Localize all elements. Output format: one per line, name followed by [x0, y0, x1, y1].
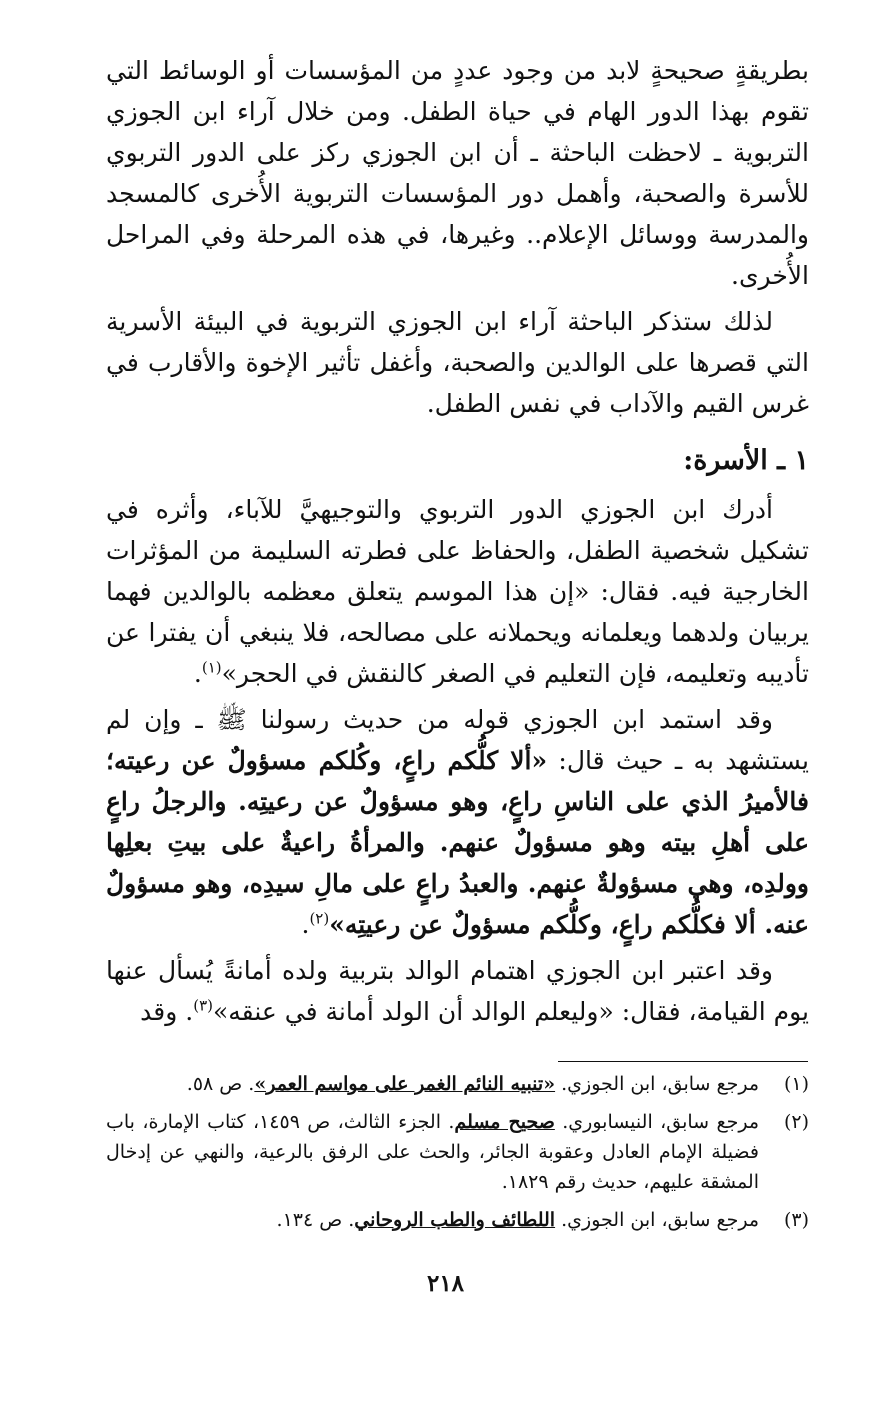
footnote-number: (٢)	[783, 1111, 809, 1133]
paragraph-3-end: .	[193, 659, 202, 688]
paragraph-3-text: أدرك ابن الجوزي الدور التربوي والتوجيهيَّ للآباء، وأثره في تشكيل شخصية الطفل، والحفاظ على فطرته السليمة من المؤثرات الخارجية فيه. فقال: «إن هذا الموسم يتعلق معظمه بالوالدين فهما يربيان ولدهما ويعلمانه ويحملانه على مصالحه، فلا ينبغي أن يفترا عن تأديبه وتعليمه، فإن التعليم في الصغر كالنقش في الحجر»	[106, 495, 809, 688]
hadith-quote: «ألا كلُّكم راعٍ، وكُلكم مسؤولٌ عن رعيته؛ فالأميرُ الذي على الناسِ راعٍ، وهو مسؤولٌ عن رعيتِه. والرجلُ راعٍ على أهلِ بيته وهو مسؤولٌ عنهم. والمرأةُ راعيةٌ على بيتِ بعلِها وولدِه، وهي مسؤولةٌ عنهم. والعبدُ راعٍ على مالِ سيدِه، وهو مسؤولٌ عنه. ألا فكلُّكم راعٍ، وكلُّكم مسؤولٌ عن رعيتِه»	[106, 746, 809, 939]
paragraph-5-end: . وقد	[140, 997, 194, 1026]
footnote-title: اللطائف والطب الروحاني	[354, 1209, 556, 1231]
body-text	[106, 50, 809, 1037]
footnote-source: مرجع سابق، النيسابوري.	[554, 1111, 759, 1133]
page-number: ٢١٨	[426, 1270, 465, 1297]
footnote-text	[106, 1205, 759, 1235]
paragraph-5	[106, 950, 809, 1032]
footnotes	[106, 1069, 809, 1243]
footnote-detail: . ص ١٣٤.	[276, 1209, 355, 1231]
paragraph-5-text: وقد اعتبر ابن الجوزي اهتمام الوالد بتربية ولده أمانةً يُسأل عنها يوم القيامة، فقال: «وليعلم الوالد أن الولد أمانة في عنقه»	[106, 956, 809, 1026]
footnote-ref-3: (٣)	[193, 996, 213, 1015]
paragraph-3	[106, 489, 809, 694]
paragraph-4-intro: وقد استمد ابن الجوزي قوله من حديث رسولنا ﷺ ـ وإن لم يستشهد به ـ حيث قال:	[106, 705, 810, 775]
paragraph-1: بطريقةٍ صحيحةٍ لابد من وجود عددٍ من المؤسسات أو الوسائط التي تقوم بهذا الدور الهام في حياة الطفل. ومن خلال آراء ابن الجوزي التربوية ـ لاحظت الباحثة ـ أن ابن الجوزي ركز على الدور التربوي للأسرة والصحبة، وأهمل دور المؤسسات التربوية الأُخرى كالمسجد والمدرسة ووسائل الإعلام.. وغيرها، في هذه المرحلة وفي المراحل الأُخرى.	[106, 56, 809, 290]
paragraph-4-end: .	[301, 910, 310, 939]
footnote-title: صحيح مسلم	[454, 1111, 555, 1133]
footnote-source: مرجع سابق، ابن الجوزي.	[555, 1073, 759, 1095]
footnote-detail: . ص ٥٨.	[186, 1073, 255, 1095]
footnote-number: (٣)	[783, 1209, 809, 1231]
footnote-divider	[558, 1061, 808, 1062]
footnote-text	[106, 1069, 759, 1099]
footnote-source: مرجع سابق، ابن الجوزي.	[555, 1209, 759, 1231]
footnote-number: (١)	[783, 1073, 809, 1095]
footnote-ref-1: (١)	[201, 658, 222, 677]
footnote-title: «تنبيه النائم الغمر على مواسم العمر»	[254, 1073, 556, 1095]
footnote-3	[106, 1205, 809, 1235]
footnote-detail: . الجزء الثالث، ص ١٤٥٩، كتاب الإمارة، باب فضيلة الإمام العادل وعقوبة الجائر، والحث على الرفق بالرعية، والنهي عن إدخال المشقة عليهم، حديث رقم ١٨٢٩.	[106, 1111, 759, 1193]
section-heading: ١ ـ الأسرة:	[683, 445, 809, 476]
footnote-2	[106, 1107, 809, 1197]
paragraph-2: لذلك ستذكر الباحثة آراء ابن الجوزي التربوية في البيئة الأسرية التي قصرها على الوالدين والصحبة، وأغفل تأثير الإخوة والأقارب في غرس القيم والآداب في نفس الطفل.	[106, 307, 809, 418]
paragraph-4	[106, 699, 809, 945]
footnote-1	[106, 1069, 809, 1099]
footnote-text	[106, 1107, 759, 1197]
footnote-ref-2: (٢)	[309, 909, 330, 928]
